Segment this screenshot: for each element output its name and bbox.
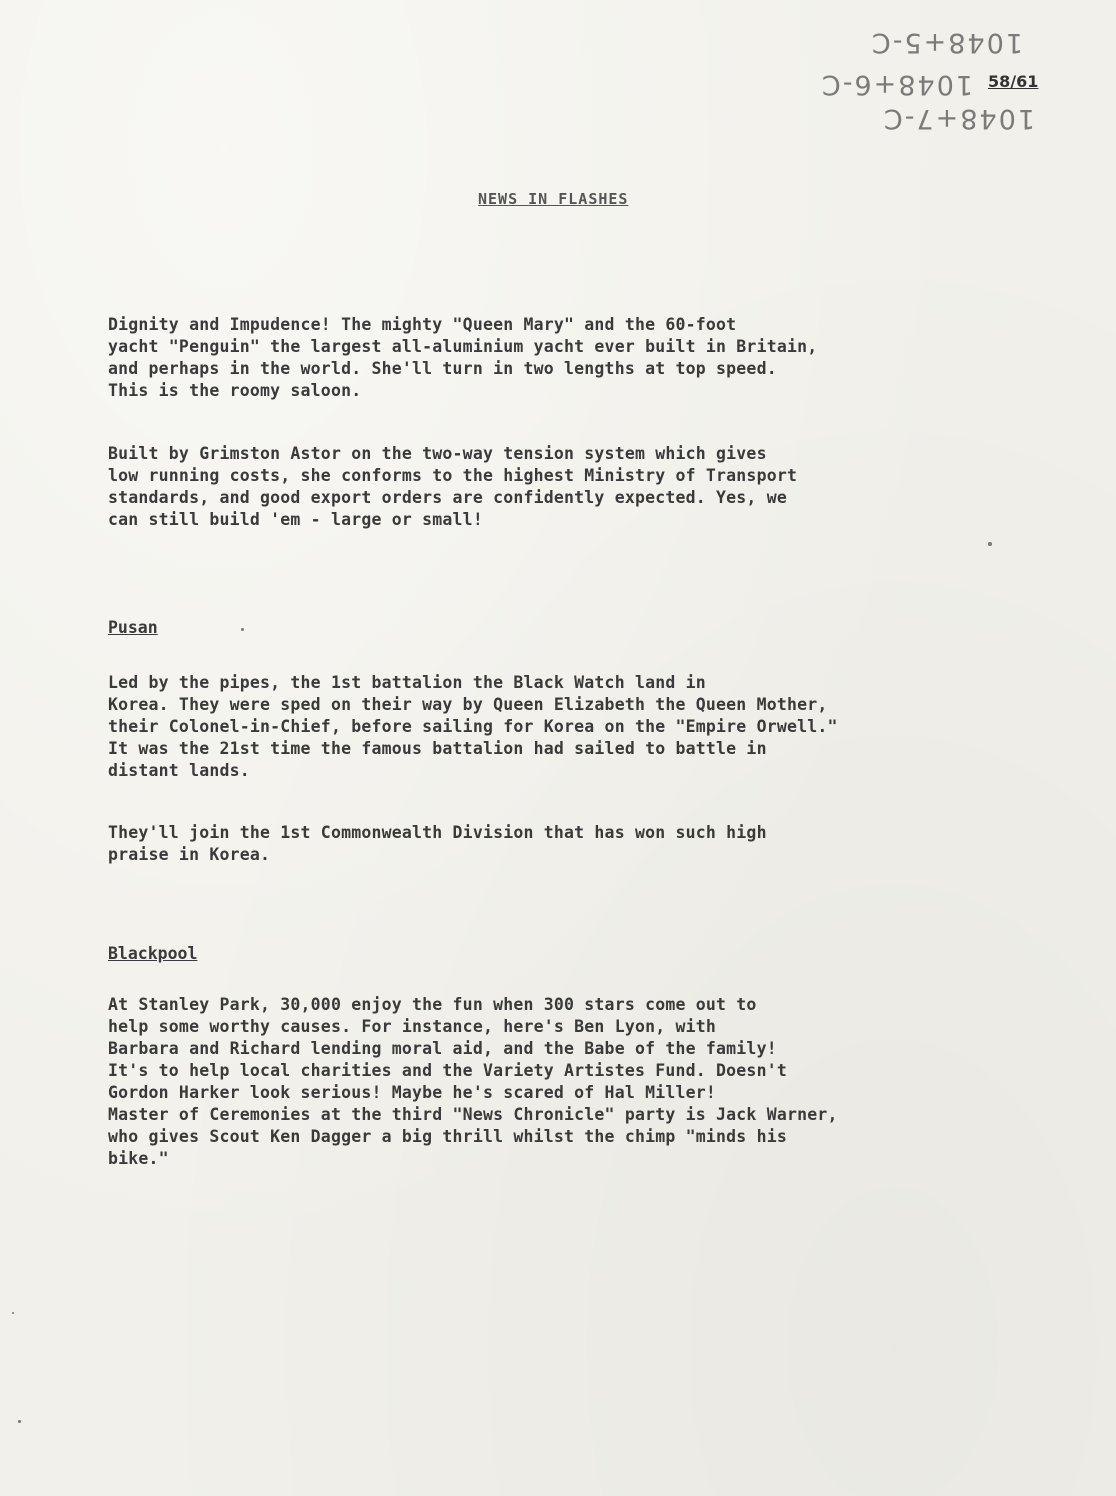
pusan-paragraph-2: They'll join the 1st Commonwealth Division that has won such high praise in Korea.	[108, 823, 767, 864]
blackpool-paragraph-1: At Stanley Park, 30,000 enjoy the fun when 300 stars come out to help some worthy causes. For instance, here's Ben Lyon, with Barbara and Richard lending moral aid, and the Babe of the family! It's to help local charities and the Variety Artistes Fund. Doesn't Gordon Harker look serious! Maybe he's scared of Hal Miller! Master of Ceremonies at the third "News Chronicle" party is Jack Warner, who gives Scout Ken Dagger a big thrill whilst the chimp "minds his bike."	[108, 995, 838, 1168]
handwritten-annotation-2: 1048+6-C	[819, 69, 973, 100]
handwritten-annotation-1: 1048+5-C	[869, 27, 1023, 58]
reference-number: 58/61	[988, 72, 1039, 91]
section-heading-pusan: Pusan	[108, 618, 158, 637]
document-title: NEWS IN FLASHES	[478, 190, 629, 208]
intro-paragraph-1: Dignity and Impudence! The mighty "Queen Mary" and the 60-foot yacht "Penguin" the largest all-aluminium yacht ever built in Britain, and perhaps in the world. She'll turn in two lengths at top speed. This is the roomy saloon.	[108, 315, 818, 400]
section-heading-blackpool: Blackpool	[108, 944, 198, 963]
paper-speck	[988, 542, 992, 546]
handwritten-annotation-3: 1048+7-C	[881, 103, 1035, 134]
paper-speck	[18, 1420, 21, 1423]
paper-speck	[241, 628, 244, 631]
intro-paragraph-2: Built by Grimston Astor on the two-way tension system which gives low running costs, she conforms to the highest Ministry of Transport standards, and good export orders are confidently expected. Yes, we can still build 'em - large or small!	[108, 444, 798, 529]
paper-speck	[12, 1312, 14, 1314]
pusan-paragraph-1: Led by the pipes, the 1st battalion the Black Watch land in Korea. They were sped on their way by Queen Elizabeth the Queen Mother, their Colonel-in-Chief, before sailing for Korea on the "Empire Orwell." It was the 21st time the famous battalion had sailed to battle in distant lands.	[108, 673, 838, 780]
